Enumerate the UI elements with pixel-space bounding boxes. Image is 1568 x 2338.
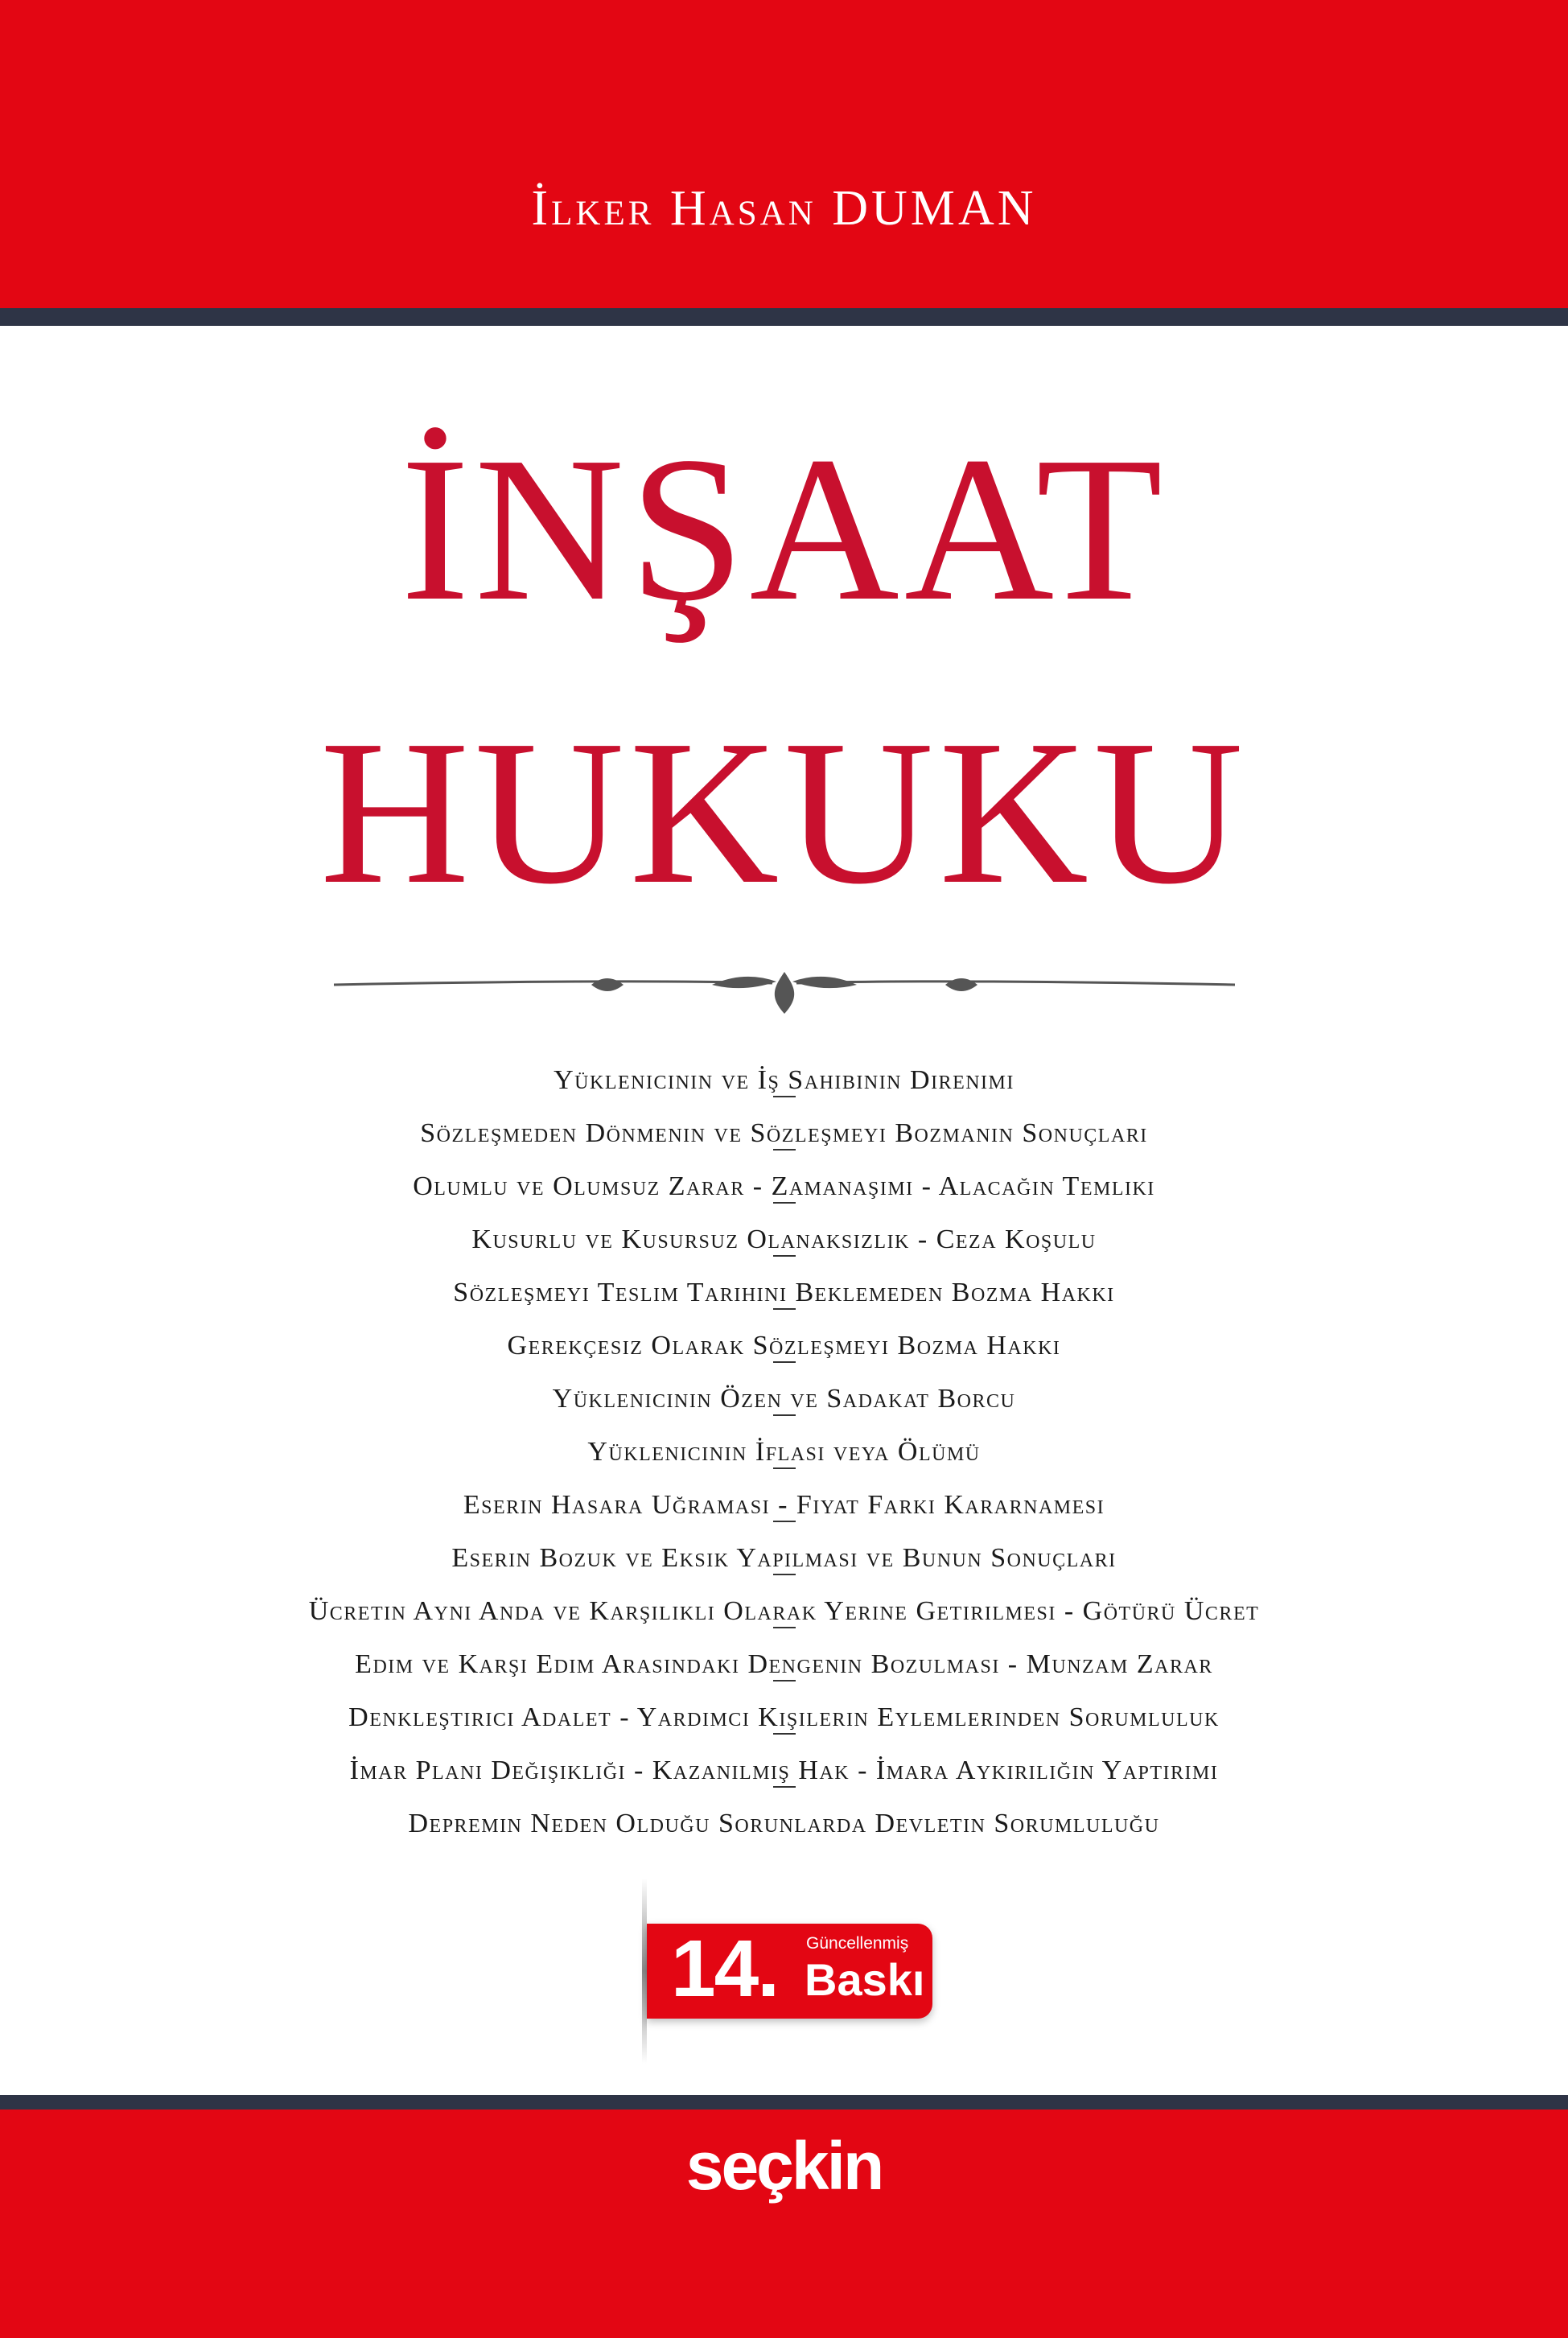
ornament-line-left [334, 982, 772, 985]
topic-item [0, 1691, 1568, 1744]
topic-item [0, 1744, 1568, 1797]
topic-separator [773, 1096, 796, 1097]
topic-separator [773, 1786, 796, 1788]
topic-text: Eserin Hasara Uğraması - Fiyat Farkı Kararnamesi [463, 1490, 1105, 1520]
bottom-navy-stripe [0, 2095, 1568, 2110]
topic-separator [773, 1627, 796, 1628]
topic-item [0, 1319, 1568, 1373]
publisher-logo: seçkin [685, 2128, 883, 2204]
topic-item [0, 1160, 1568, 1213]
topic-text: İmar Planı Değişikliği - Kazanılmış Hak - İmara Aykırılığın Yaptırımı [349, 1756, 1219, 1785]
topic-text: Ücretin Aynı Anda ve Karşılıklı Olarak Yerine Getirilmesi - Götürü Ücret [308, 1596, 1260, 1626]
topic-separator [773, 1733, 796, 1735]
topic-text: Yüklenicinin ve İş Sahibinin Direnimi [554, 1065, 1014, 1095]
topic-text: Denkleştirici Adalet - Yardımcı Kişilerin Eylemlerinden Sorumluluk [348, 1702, 1220, 1732]
topic-separator [773, 1255, 796, 1257]
top-red-band [0, 0, 1568, 308]
topic-separator [773, 1149, 796, 1150]
topic-item [0, 1479, 1568, 1532]
topic-text: Yüklenicinin Özen ve Sadakat Borcu [552, 1384, 1016, 1414]
topic-text: Sözleşmeden Dönmenin ve Sözleşmeyi Bozmanın Sonuçları [420, 1118, 1148, 1148]
edition-label-box [647, 1924, 932, 2019]
topic-text: Sözleşmeyi Teslim Tarihini Beklemeden Bozma Hakkı [453, 1278, 1115, 1307]
topic-item [0, 1532, 1568, 1585]
edition-label: Baskı [805, 1954, 925, 2005]
ornament-center-drop [775, 972, 794, 1014]
edition-note: Güncellenmiş [806, 1934, 909, 1953]
ornament-wing-left [712, 977, 776, 988]
topic-separator [773, 1521, 796, 1522]
topic-item [0, 1585, 1568, 1638]
ornament-wing-right [792, 977, 857, 988]
ornament-divider [334, 964, 1235, 1028]
topic-text: Yüklenicinin İflası veya Ölümü [587, 1437, 981, 1467]
topic-separator [773, 1574, 796, 1575]
topic-item [0, 1266, 1568, 1319]
topic-item [0, 1107, 1568, 1160]
ornament-line-right [796, 982, 1235, 985]
topic-separator [773, 1414, 796, 1416]
topic-separator [773, 1680, 796, 1681]
topic-separator [773, 1467, 796, 1469]
topic-item [0, 1373, 1568, 1426]
title-line-2: HUKUKU [319, 697, 1249, 927]
topic-text: Eserin Bozuk ve Eksik Yapılması ve Bunun Sonuçları [451, 1543, 1117, 1573]
author-name: İlker Hasan DUMAN [531, 181, 1037, 236]
topic-separator [773, 1202, 796, 1204]
edition-number: 14. [671, 1924, 779, 2014]
topic-item [0, 1213, 1568, 1266]
topic-text: Gerekçesiz Olarak Sözleşmeyi Bozma Hakkı [507, 1331, 1061, 1360]
topic-item [0, 1638, 1568, 1691]
edition-badge [642, 1879, 936, 2064]
topic-separator [773, 1308, 796, 1310]
topic-item [0, 1426, 1568, 1479]
topic-text: Kusurlu ve Kusursuz Olanaksızlık - Ceza Koşulu [471, 1225, 1097, 1254]
topic-item [0, 1054, 1568, 1107]
topic-text: Depremin Neden Olduğu Sorunlarda Devletin Sorumluluğu [408, 1809, 1160, 1838]
title-line-1: İNŞAAT [400, 414, 1168, 644]
topic-list [0, 1054, 1568, 1850]
topic-separator [773, 1361, 796, 1363]
topic-text: Edim ve Karşı Edim Arasındaki Dengenin Bozulması - Munzam Zarar [355, 1649, 1213, 1679]
topic-text: Olumlu ve Olumsuz Zarar - Zamanaşımı - Alacağın Temliki [413, 1171, 1155, 1201]
topic-item [0, 1797, 1568, 1850]
top-navy-stripe [0, 308, 1568, 326]
